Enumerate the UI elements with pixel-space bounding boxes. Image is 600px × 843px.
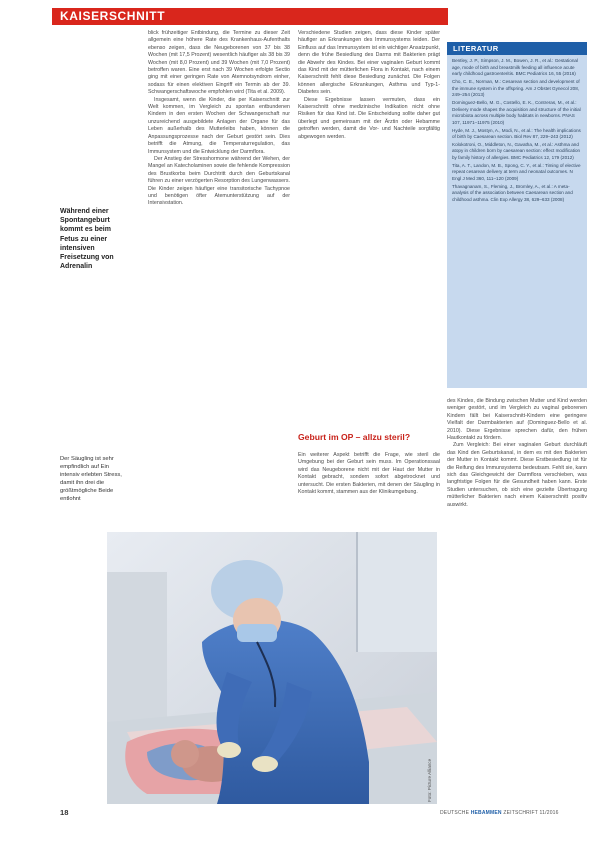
reference-item: Thavagnanam, S., Fleming, J., Bromley, A., et al.: A meta-analysis of the association between Caesarean section and childhood asthma. Clin Exp Allergy 38, 629–633 (2008) <box>452 183 573 202</box>
paragraph: Zum Vergleich: Bei einer vaginalen Geburt durchläuft das Kind den Geburtskanal, in dem es mit den Bakterien der Mutter in Kontakt kommt. Diese Erstbesiedlung ist für die Reifung des Immunsystems bedeutsam. Fehlt sie, kann sich das Gleichgewicht der Darmflora verschieben, was langfristige Folgen für die Gesundheit haben kann. Erste Studien untersuchen, ob sich eine gezielte Übertragung mütterlicher Bakterien nach einem Kaiserschnitt positiv auswirkt. <box>447 442 587 508</box>
article-column-1 <box>148 30 290 528</box>
footer-pre: DEUTSCHE <box>440 810 470 816</box>
paragraph: Diese Ergebnisse lassen vermuten, dass ein Kaiserschnitt ohne medizinische Indikation nicht ohne Risiken für das Kind ist. Die Entscheidung sollte daher gut überlegt und gemeinsam mit der Ärztin oder Hebamme getroffen werden, damit die Vor- und Nachteile sorgfältig abgewogen werden. <box>298 96 440 140</box>
footer-publication <box>440 810 559 816</box>
paragraph: Insgesamt, wenn die Kinder, die per Kaiserschnitt zur Welt kommen, im Vergleich zu spontan entbundenen Kindern in den ersten Wochen der Schwangerschaft nur unzureichend ausgebildete Anlagen der Organe für das Leben außerhalb des Mutterleibs haben, können die Anpassungsprozesse nach der Geburt gestört sein. Dies betrifft die Atmung, die Temperaturregulation, das Immunsystem und die Entwicklung der Darmflora. <box>148 96 290 155</box>
literature-sidebar-header <box>447 42 587 55</box>
reference-item: Bentley, J. P., Simpson, J. M., Bowen, J. R., et al.: Gestational age, mode of birth and breastmilk feeding all influence acute early childhood gastroenteritis. BMC Pediatrics 16, 55 (2016) <box>452 58 578 77</box>
sidenote-pullquote: Während einer Spontangeburt kommt es beim Fetus zu einer intensiven Freisetzung von Adrenalin <box>60 208 114 271</box>
section-subheading: Geburt im OP – allzu steril? <box>298 432 411 442</box>
paragraph: Ein weiterer Aspekt betrifft die Frage, wie steril die Umgebung bei der Geburt sein muss. Im Operationssaal wird das Neugeborene nicht mit der Haut der Mutter in Kontakt gebracht, sondern sofort abgetrocknet und untersucht. Die ersten Bakterien, mit denen der Säugling in Kontakt kommt, stammen aus der Klinikumgebung. <box>298 452 440 496</box>
photo-credit: Foto: Picture Alliance <box>427 758 432 802</box>
section-label: KAISERSCHNITT <box>60 9 166 23</box>
footer-brand: HEBAMMEN <box>470 810 502 816</box>
operating-room-photo <box>107 532 437 804</box>
article-column-2 <box>298 30 440 400</box>
photo-illustration <box>107 532 437 804</box>
reference-item: Hyde, M. J., Mostyn, A., Modi, N., et al.: The health implications of birth by Caesarean section. Biol Rev 87, 229–243 (2012) <box>452 127 581 140</box>
footer-post: ZEITSCHRIFT 11/2016 <box>503 810 559 816</box>
reference-item: Dominguez-Bello, M. G., Costello, E. K., Contreras, M., et al.: Delivery mode shapes the acquisition and structure of the initial microbiota across multiple body habitats in newborns. PNAS 107, 11971–11975 (2010) <box>452 99 581 125</box>
article-column-3 <box>447 398 587 803</box>
article-column-2-continued <box>298 452 440 526</box>
paragraph: Der Anstieg der Stresshormone während der Wehen, der Mangel an Katecholaminen sowie die fehlende Kompression des Brustkorbs beim Durchtritt durch den Geburtskanal führen zu einer verzögerten Resorption des Lungenwassers. Die Kinder zeigen häufiger eine transitorische Tachypnoe und benötigen öfter Atemunterstützung auf der Intensivstation. <box>148 155 290 207</box>
paragraph: des Kindes, die Bindung zwischen Mutter und Kind werden weniger gestört, und im Vergleich zu vaginal geborenen Kindern fällt bei Kaiserschnitt-Kindern eine geringere Vielfalt der Darmbakterien auf (Dominguez-Bello et al. 2010). Diese Ergebnisse sprechen dafür, den frühen Hautkontakt zu fördern. <box>447 398 587 442</box>
reference-item: Tita, A. T., Landon, M. B., Spong, C. Y., et al.: Timing of elective repeat cesarean delivery at term and neonatal outcomes. N Engl J Med 360, 111–120 (2009) <box>452 162 581 182</box>
reference-item: Cho, C. E., Norman, M.: Cesarean section and development of the immune system in the offspring. Am J Obstet Gynecol 208, 249–254 (2013) <box>452 78 580 98</box>
literature-list <box>452 58 583 205</box>
literature-title: LITERATUR <box>453 44 499 53</box>
paragraph: Verschiedene Studien zeigen, dass diese Kinder später häufiger an Erkrankungen des Immunsystems leiden. Der Einfluss auf das Immunsystem ist ein wichtiger Ansatzpunkt, denn die frühe Besiedlung des Darms mit Bakterien prägt die Abwehr des Kindes. Bei einer vaginalen Geburt kommt das Kind mit der mütterlichen Flora in Kontakt, nach einem Kaiserschnitt fehlt diese Besiedlung zunächst. Die Folgen können allergische Erkrankungen, Asthma und Typ-1-Diabetes sein. <box>298 30 440 96</box>
reference-item: Kolokotroni, O., Middleton, N., Gavatha, M., et al.: Asthma and atopy in children born by caesarean section: effect modification by family history of allergies. BMC Pediatrics 12, 179 (2012) <box>452 141 581 161</box>
page-number: 18 <box>60 808 69 817</box>
sidenote-caption: Der Säugling ist sehr empfindlich auf Ein intensiv erlebten Stress, damit ihn drei die größtmögliche Beide entlohnt <box>60 456 122 502</box>
paragraph: blick frühzeitiger Entbindung, die Termine zu dieser Zeit allgemein eine höhere Rate des Krankenhaus-Aufenthalts ebenso zeigen, dass die Neugeborenen von 37 bis 38 Wochen (mit 17,5 Prozent) wesentlich häufiger als 38 bis 39 Wochen (mit 8,0 Prozent) und 39 Wochen (mit 7,0 Prozent) betroffen waren. Eine erst nach 39 Wochen erfolgte Sectio ging mit einer geringen Rate von Atemnotsyndrom einher, sodass für einen elektiven Eingriff ein Termin ab der 39. Schwangerschaftswoche empfohlen wird (Tita et al. 2009). <box>148 30 290 96</box>
section-header-bar <box>52 8 448 25</box>
